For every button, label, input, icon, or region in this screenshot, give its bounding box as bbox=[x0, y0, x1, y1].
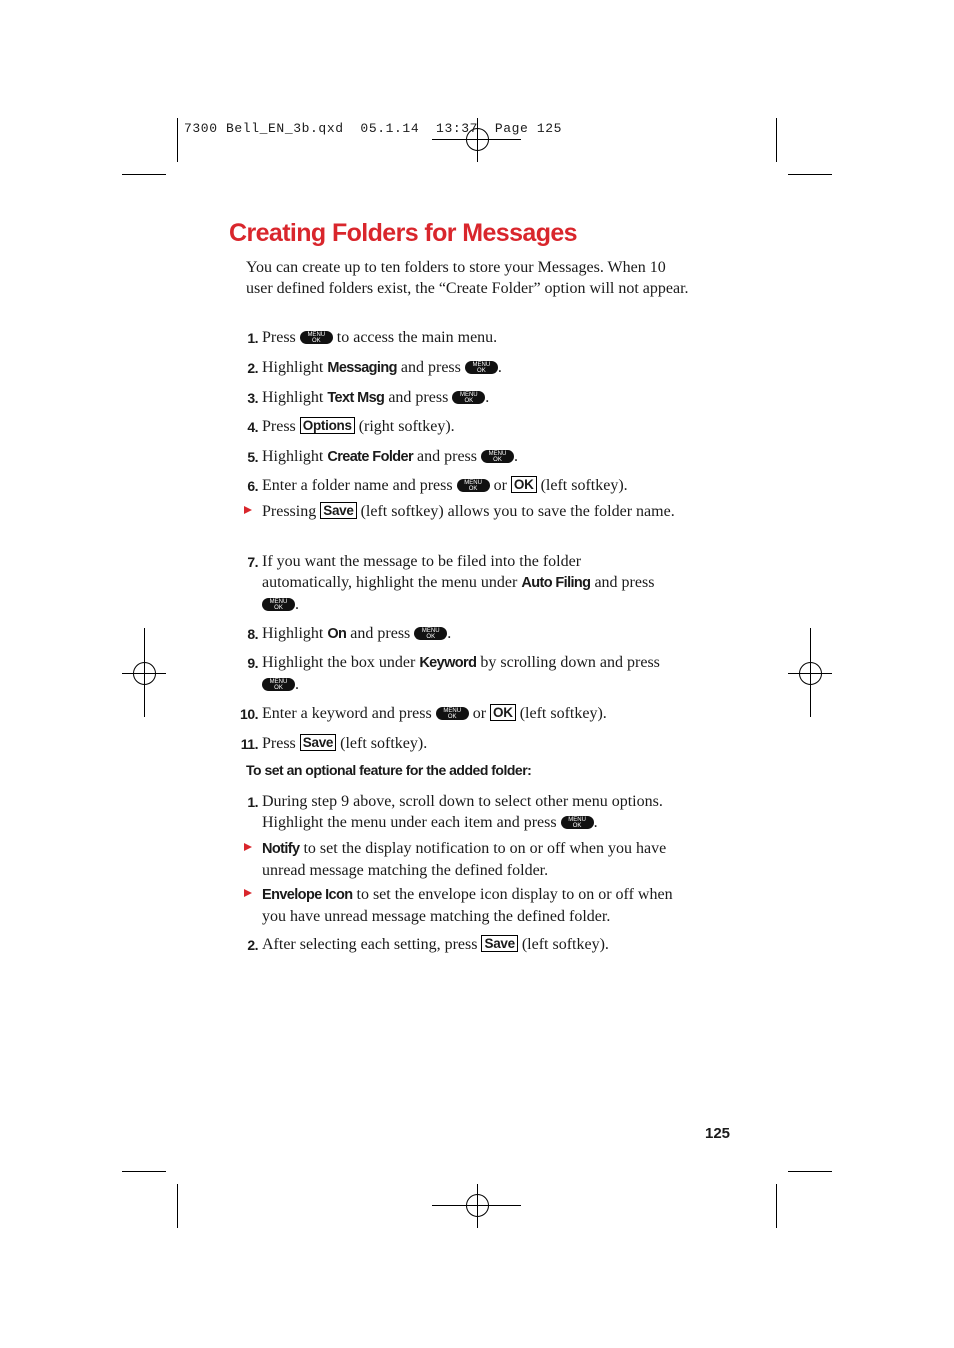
menu-ok-key-icon: MENU OK bbox=[561, 816, 594, 829]
menu-item-highlight: Keyword bbox=[419, 655, 477, 671]
menu-item-highlight: Envelope Icon bbox=[262, 887, 353, 903]
step-number: 4. bbox=[247, 419, 258, 435]
step-number: 2. bbox=[247, 360, 258, 376]
step-number: 8. bbox=[247, 626, 258, 642]
softkey-label: Save bbox=[320, 502, 356, 519]
menu-ok-key-icon: MENU OK bbox=[300, 331, 333, 344]
intro-paragraph: You can create up to ten folders to store your Messages. When 10 user defined folders exist, the “Create Folder” option will not appear. bbox=[246, 259, 689, 297]
crop-mark bbox=[177, 1184, 178, 1228]
page-title: Creating Folders for Messages bbox=[229, 219, 577, 247]
step-number: 2. bbox=[247, 937, 258, 953]
step-number: 9. bbox=[247, 655, 258, 671]
page-number: 125 bbox=[705, 1125, 731, 1142]
bullet-arrow-icon bbox=[244, 889, 252, 897]
step-number: 10. bbox=[240, 706, 258, 722]
menu-item-highlight: Auto Filing bbox=[521, 575, 591, 591]
menu-ok-key-icon: MENU OK bbox=[481, 450, 514, 463]
menu-item-highlight: On bbox=[327, 626, 347, 642]
softkey-label: OK bbox=[511, 476, 537, 493]
menu-ok-key-icon: MENU OK bbox=[436, 707, 469, 720]
crop-mark bbox=[122, 174, 166, 175]
crop-mark bbox=[788, 1171, 832, 1172]
step-number: 1. bbox=[247, 794, 258, 810]
crop-mark bbox=[122, 1171, 166, 1172]
softkey-label: Save bbox=[481, 935, 517, 952]
step-number: 6. bbox=[247, 478, 258, 494]
menu-ok-key-icon: MENU OK bbox=[465, 361, 498, 374]
menu-ok-key-icon: MENU OK bbox=[452, 391, 485, 404]
menu-ok-key-icon: MENU OK bbox=[262, 678, 295, 691]
print-slug: 7300 Bell_EN_3b.qxd 05.1.14 13:37 Page 125 bbox=[184, 121, 563, 136]
softkey-label: OK bbox=[490, 704, 516, 721]
softkey-label: Options bbox=[300, 417, 355, 434]
crop-mark bbox=[776, 118, 777, 162]
step-number: 7. bbox=[247, 554, 258, 570]
step-number: 11. bbox=[240, 736, 258, 752]
menu-ok-key-icon: MENU OK bbox=[457, 479, 490, 492]
softkey-label: Save bbox=[300, 734, 336, 751]
step-number: 3. bbox=[247, 390, 258, 406]
bullet-arrow-icon bbox=[244, 506, 252, 514]
menu-item-highlight: Notify bbox=[262, 841, 300, 857]
step-number: 1. bbox=[247, 330, 258, 346]
crop-mark bbox=[788, 174, 832, 175]
crop-mark bbox=[177, 118, 178, 162]
section-subheading: To set an optional feature for the added folder: bbox=[246, 762, 532, 778]
crop-mark bbox=[776, 1184, 777, 1228]
menu-item-highlight: Create Folder bbox=[327, 449, 414, 465]
bullet-arrow-icon bbox=[244, 843, 252, 851]
menu-item-highlight: Text Msg bbox=[327, 390, 385, 406]
menu-item-highlight: Messaging bbox=[327, 360, 397, 376]
menu-ok-key-icon: MENU OK bbox=[414, 627, 447, 640]
menu-ok-key-icon: MENU OK bbox=[262, 598, 295, 611]
step-number: 5. bbox=[247, 449, 258, 465]
